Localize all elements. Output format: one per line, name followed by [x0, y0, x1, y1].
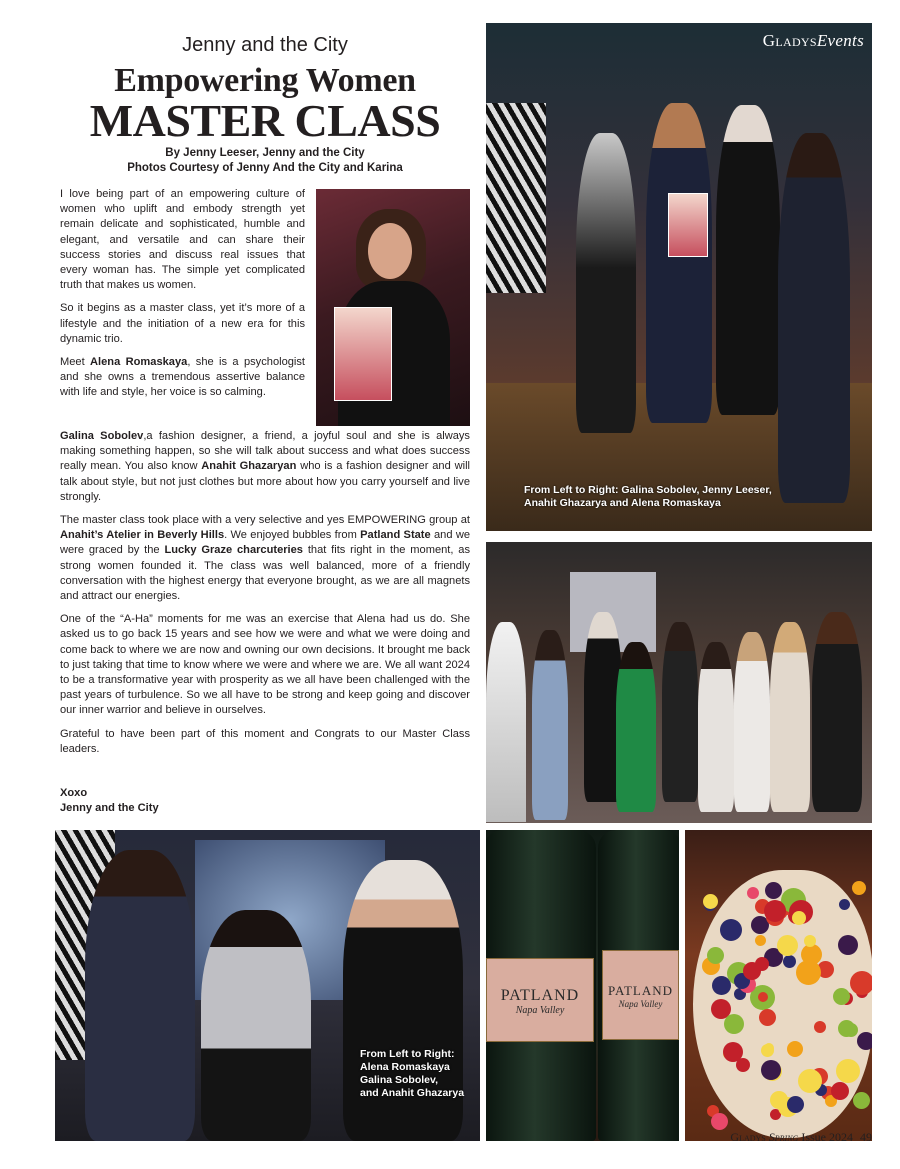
bottle-region-right: Napa Valley: [618, 999, 663, 1009]
caption-trio-line4: and Anahit Ghazarya: [360, 1087, 465, 1099]
group-person: [662, 622, 698, 802]
byline: [60, 146, 470, 176]
fruit-piece: [850, 971, 872, 995]
caption-top-photo: [524, 484, 772, 510]
fruit-piece: [804, 935, 816, 947]
byline-author: By Jenny Leeser, Jenny and the City: [165, 147, 365, 159]
gladys-events-logo: [763, 31, 864, 51]
fruit-piece: [852, 881, 866, 895]
woman-alena: [85, 850, 195, 1141]
name-galina: Galina Sobolev: [60, 430, 144, 442]
photo-portrait-jenny: [316, 189, 470, 426]
fruit-piece: [783, 955, 796, 968]
fruit-piece: [838, 935, 858, 955]
group-person: [770, 622, 810, 812]
fruit-piece: [764, 900, 786, 922]
group-person: [698, 642, 734, 812]
fruit-piece: [724, 1014, 744, 1034]
fruit-piece: [770, 1091, 788, 1109]
woman-left: [576, 133, 636, 433]
footer-brand: Gladys: [730, 1130, 766, 1144]
headline-line1: Empowering Women: [114, 62, 416, 99]
white-gown: [486, 622, 526, 822]
paragraph-1: I love being part of an empowering culture of women who uplift and embody strength yet remain delicate and sophisticated, humble and elegant, and versatile and can share their success stories and discuss real issues that every woman has. The simple yet complicated truth that makes us women.: [60, 188, 305, 292]
group-person: [734, 632, 770, 812]
fruit-piece: [765, 882, 782, 899]
fruit-piece: [703, 894, 718, 909]
p4-text-rest: who is a fashion designer and will talk about style, but not just clothes but more about how you carry yourself and live strongly.: [60, 460, 470, 503]
caption-trio-line1: From Left to Right:: [360, 1048, 455, 1060]
byline-photo-credit: Photos Courtesy of Jenny And the City and Karina: [127, 162, 403, 174]
photo-patland-bottles: [486, 830, 679, 1141]
p5-text-e: that fits right in the moment, as strong women founded it. The class was well balanced, more of a friendly conversation with the highest energy that everyone brought, as we are all magnets and attract our energies.: [60, 544, 470, 603]
paragraph-2: So it begins as a master class, yet it’s more of a lifestyle and the initiation of a new era for this dynamic trio.: [60, 302, 305, 345]
group-person: [532, 630, 568, 820]
photo-trio: [55, 830, 480, 1141]
signature: [60, 786, 159, 816]
page-footer: [730, 1130, 872, 1145]
name-anahit: Anahit Ghazaryan: [201, 460, 297, 473]
photo-fruit-platter: [685, 830, 872, 1141]
p4-text: ,a fashion designer, a friend, a joyful soul and she is always making something happen, so she will talk about success and what does success really mean. You also know: [60, 430, 470, 473]
footer-issue: Issue 2024: [801, 1130, 853, 1144]
page-number: 49: [860, 1130, 872, 1144]
caption-top-line2: Anahit Ghazarya and Alena Romaskaya: [524, 497, 721, 509]
woman-right: [778, 133, 850, 503]
photo-group: [486, 542, 872, 823]
zebra-wall: [486, 103, 546, 293]
magazine-held: [668, 193, 708, 257]
bottle-brand-right: PATLAND: [607, 983, 674, 998]
fruit-piece: [831, 1082, 849, 1100]
caption-trio-line3: Galina Sobolev,: [360, 1074, 438, 1086]
bottle-label-right: [602, 950, 679, 1040]
portrait-face: [368, 223, 412, 279]
signature-xoxo: Xoxo: [60, 787, 88, 799]
logo-events: Events: [816, 31, 864, 50]
fruit-piece: [792, 911, 806, 925]
paragraph-4: [60, 429, 470, 505]
bottle-brand-left: PATLAND: [500, 987, 580, 1004]
fruit-piece: [839, 899, 850, 910]
venue-name: Anahit’s Atelier in Beverly Hills: [60, 529, 225, 542]
p3-text-rest: , she is a psychologist and she owns a tremendous assertive balance with life and style, her voice is so calming.: [60, 356, 306, 399]
fruit-piece: [707, 947, 724, 964]
fruit-piece: [761, 1060, 781, 1080]
signature-name: Jenny and the City: [60, 802, 159, 814]
fruit-piece: [777, 935, 798, 956]
fruit-piece: [723, 1042, 743, 1062]
fruit-piece: [787, 1041, 803, 1057]
fruit-piece: [747, 887, 759, 899]
p5-text-a: The master class took place with a very selective and yes EMPOWERING group at: [60, 514, 470, 527]
group-person: [812, 612, 862, 812]
caption-top-line1: From Left to Right: Galina Sobolev, Jenny Leeser,: [524, 484, 772, 496]
article-kicker: Jenny and the City: [182, 34, 348, 56]
logo-gladys: Gladys: [762, 31, 817, 50]
fruit-piece: [787, 1096, 804, 1113]
fruit-piece: [796, 960, 821, 985]
fruit-piece: [720, 919, 742, 941]
caption-trio-line2: Alena Romaskaya: [360, 1061, 450, 1073]
body-column-narrow: [60, 187, 305, 409]
bottle-label-left: [486, 958, 594, 1042]
fruit-piece: [836, 1059, 860, 1083]
sponsor-lucky-graze: Lucky Graze charcuteries: [164, 544, 303, 557]
woman-center-right: [716, 105, 780, 415]
headline-line2: MASTER CLASS: [89, 95, 441, 146]
fruit-piece: [711, 1113, 728, 1130]
p5-text-c: . We enjoyed bubbles from: [224, 529, 361, 542]
fruit-piece: [758, 992, 768, 1002]
fruit-piece: [755, 957, 769, 971]
paragraph-7: Grateful to have been part of this moment and Congrats to our Master Class leaders.: [60, 727, 470, 755]
footer-season: Spring: [768, 1130, 799, 1144]
fruit-piece: [759, 1009, 776, 1026]
paragraph-6: One of the “A-Ha” moments for me was an exercise that Alena had us do. She asked us to go back 15 years and see how we were and what we were doing and come back to where we are now and owning our own decisions. It brought me back to just taking that time to know where we were and where we are. We all want 2024 to be a transformative year with prosperity as we all have been challenged with the past years of turbulence. So we all have to be strong and keep going and discover our inner warrior and believe in ourselves.: [60, 613, 470, 717]
photo-four-women: [486, 23, 872, 531]
fruit-piece: [755, 935, 766, 946]
paragraph-5: [60, 513, 470, 604]
fruit-piece: [761, 1044, 774, 1057]
body-column-wide: [60, 429, 470, 765]
woman-galina: [201, 910, 311, 1141]
fruit-piece: [814, 1021, 826, 1033]
fruit-piece: [798, 1069, 822, 1093]
fruit-piece: [833, 988, 850, 1005]
p5-text-d: and we were graced by the: [60, 529, 470, 557]
magazine-cover: [334, 307, 392, 401]
sponsor-patland: Patland State: [360, 529, 431, 542]
paragraph-3: [60, 355, 305, 401]
fruit-piece: [844, 1023, 858, 1037]
fruit-piece: [857, 1032, 872, 1050]
fruit-piece: [853, 1092, 870, 1109]
bottle-region-left: Napa Valley: [515, 1005, 565, 1016]
p3-text: Meet: [60, 356, 91, 369]
woman-center-left: [646, 103, 712, 423]
name-alena: Alena Romaskaya: [90, 356, 188, 369]
group-person: [616, 642, 656, 812]
caption-trio-photo: [360, 1048, 464, 1100]
